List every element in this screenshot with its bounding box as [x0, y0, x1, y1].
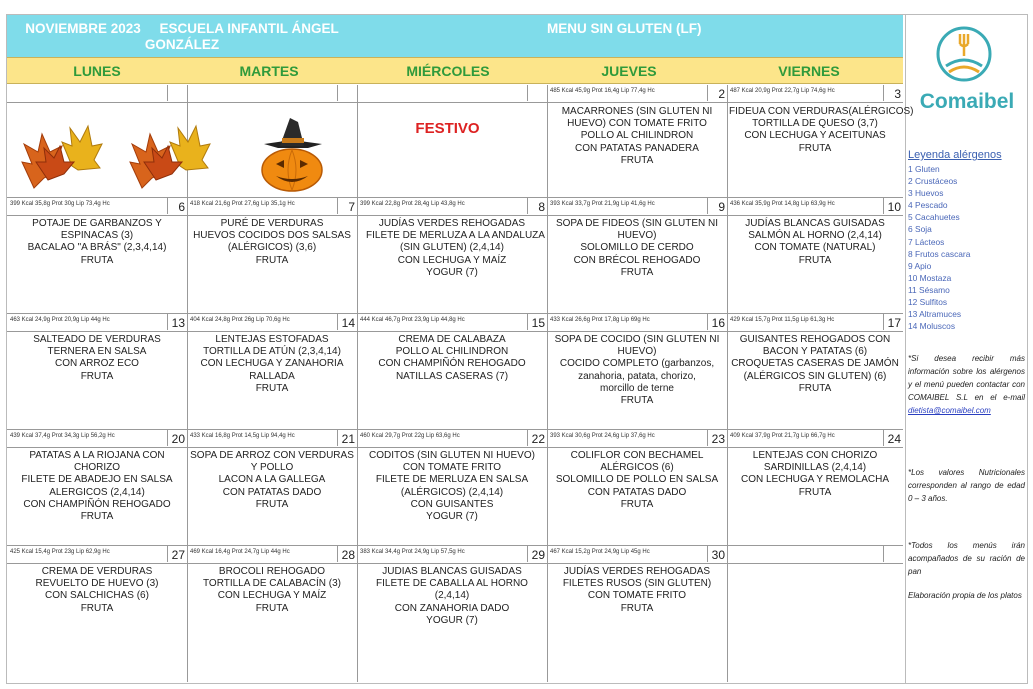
allergen-item: 6 Soja [908, 224, 932, 235]
menu-dish-line: ALÉRGICOS (6) [600, 462, 674, 474]
menu-dish-line: FILETE DE CABALLA AL HORNO [376, 578, 528, 590]
menu-dish-line: CON SALCHICHAS (6) [45, 590, 149, 602]
menu-dish-line: SOPA DE ARROZ CON VERDURAS [190, 450, 354, 461]
day-menu [11, 450, 183, 523]
day-number: 30 [707, 546, 727, 562]
menu-dish-line: Y POLLO [250, 462, 294, 474]
allergen-item: 2 Crustáceos [908, 176, 958, 187]
menu-dish-line: ALERGICOS (2,4,14) [49, 486, 145, 498]
menu-dish-line: FILETE DE ABADEJO EN SALSA [21, 474, 173, 486]
column-divider [357, 85, 358, 682]
menu-dish-line: YOGUR (7) [426, 266, 478, 278]
menu-dish-line: FRUTA [255, 254, 289, 266]
menu-dish-line: FRUTA [798, 382, 832, 394]
menu-dish-line: MACARRONES (SIN GLUTEN NI [561, 106, 713, 117]
nutrition-info: 383 Kcal 34,4g Prot 24,9g Lip 57,5g Hc [360, 549, 465, 555]
menu-dish-line: FRUTA [80, 511, 114, 523]
nutrition-info: 444 Kcal 46,7g Prot 23,9g Lip 44,8g Hc [360, 317, 465, 323]
day-menu [551, 106, 723, 167]
menu-dish-line: FILETE DE MERLUZA A LA ANDALUZA [366, 230, 545, 242]
day-label-viernes: VIERNES [778, 63, 840, 79]
nutrition-info: 467 Kcal 15,2g Prot 24,9g Lip 45g Hc [550, 549, 650, 555]
day-cell-header [357, 429, 547, 448]
allergen-item: 3 Huevos [908, 188, 944, 199]
day-number: 3 [883, 85, 903, 101]
day-number: 27 [167, 546, 187, 562]
weekday-header-row [7, 58, 903, 84]
autumn-leaves-illustration-1 [14, 118, 104, 196]
school-title: ESCUELA INFANTIL ÁNGEL GONZÁLEZ [144, 21, 339, 52]
menu-dish-line: FILETES RUSOS (SIN GLUTEN) [562, 578, 712, 590]
comaibel-logo-icon [936, 24, 992, 86]
nutrition-info: 429 Kcal 15,7g Prot 11,5g Lip 61,3g Hc [730, 317, 835, 323]
nutrition-info: 418 Kcal 21,6g Prot 27,6g Lip 35,1g Hc [190, 201, 295, 207]
day-menu [366, 334, 538, 383]
menu-dish-line: FRUTA [255, 382, 289, 394]
menu-dish-line: SALMÓN AL HORNO (2,4,14) [748, 230, 882, 242]
day-cell-header [547, 313, 727, 332]
menu-dish-line: CON CHAMPIÑÓN REHOGADO [23, 498, 171, 510]
day-menu [186, 566, 358, 615]
day-cell-header [7, 85, 187, 103]
day-menu [366, 450, 538, 523]
menu-dish-line: (ALÉRGICOS) (3,6) [227, 242, 317, 254]
nutrition-info: 439 Kcal 37,4g Prot 34,3g Lip 56,2g Hc [10, 433, 115, 439]
day-menu [551, 566, 723, 615]
menu-dish-line: TERNERA EN SALSA [47, 346, 147, 358]
menu-dish-line: FRUTA [798, 486, 832, 498]
menu-dish-line: SOPA DE COCIDO (SIN GLUTEN NI [554, 334, 720, 345]
menu-dish-line: CON TOMATE FRITO [587, 590, 687, 602]
menu-dish-line: CON TOMATE (NATURAL) [754, 242, 876, 254]
day-menu [551, 334, 723, 407]
menu-dish-line: YOGUR (7) [426, 511, 478, 523]
menu-dish-line: FRUTA [80, 602, 114, 614]
day-cell-header [7, 313, 187, 332]
menu-dish-line: FRUTA [798, 254, 832, 266]
allergen-item: 8 Frutos cascara [908, 248, 971, 259]
day-cell-header [547, 85, 727, 103]
day-cell-header [187, 313, 357, 332]
column-divider [727, 85, 728, 682]
menu-dish-line: CON LECHUGA Y REMOLACHA [740, 474, 889, 486]
day-label-martes: MARTES [239, 63, 299, 79]
day-number [527, 85, 547, 101]
allergen-legend-list [908, 163, 970, 332]
day-number: 2 [707, 85, 727, 101]
menu-dish-line: HUEVO) CON TOMATE FRITO [567, 118, 707, 130]
menu-dish-line: FRUTA [255, 498, 289, 510]
day-cell-header [7, 197, 187, 216]
month-title: NOVIEMBRE 2023 [25, 21, 141, 36]
day-number: 17 [883, 314, 903, 330]
menu-dish-line: FRUTA [80, 370, 114, 382]
day-number: 24 [883, 430, 903, 446]
nutrition-info: 399 Kcal 35,8g Prot 30g Lip 73,4g Hc [10, 201, 110, 207]
brand-name: Comaibel [919, 90, 1015, 113]
day-label-jueves: JUEVES [601, 63, 657, 79]
day-number: 9 [707, 198, 727, 214]
day-number [167, 85, 187, 101]
day-cell-header [357, 197, 547, 216]
day-number: 29 [527, 546, 547, 562]
day-menu [729, 218, 901, 267]
day-number: 13 [167, 314, 187, 330]
menu-dish-line: CON GUISANTES [410, 498, 494, 510]
autumn-leaves-illustration-2 [122, 118, 212, 196]
day-menu [729, 450, 901, 499]
day-menu [11, 566, 183, 615]
menu-dish-line: LACON A LA GALLEGA [218, 474, 326, 486]
menu-dish-line: (2,4,14) [434, 590, 470, 602]
title-bar [7, 15, 903, 58]
menu-dish-line: CON ARROZ ECO [55, 358, 139, 370]
menu-dish-line: NATILLAS CASERAS (7) [395, 370, 509, 382]
day-cell-header [727, 545, 903, 564]
day-number: 7 [337, 198, 357, 214]
day-number: 10 [883, 198, 903, 214]
day-label-miercoles: MIÉRCOLES [406, 63, 490, 79]
day-number [883, 546, 903, 562]
menu-dish-line: TORTILLA DE ATÚN (2,3,4,14) [203, 346, 341, 358]
menu-dish-line: SOPA DE FIDEOS (SIN GLUTEN NI [555, 218, 719, 229]
menu-dish-line: POTAJE DE GARBANZOS Y [32, 218, 162, 229]
day-number: 16 [707, 314, 727, 330]
menu-dish-line: COLIFLOR CON BECHAMEL [570, 450, 704, 461]
menu-dish-line: LENTEJAS CON CHORIZO [752, 450, 878, 461]
nutrition-info: 425 Kcal 15,4g Prot 23g Lip 62,9g Hc [10, 549, 110, 555]
day-cell-header [547, 545, 727, 564]
menu-dish-line: morcillo de terne [600, 382, 674, 394]
menu-dish-line: BACON Y PATATAS (6) [762, 346, 868, 358]
day-cell-header [187, 85, 357, 103]
nutrition-info: 399 Kcal 22,8g Prot 28,4g Lip 43,8g Hc [360, 201, 465, 207]
day-menu [11, 218, 183, 267]
day-cell-header [7, 429, 187, 448]
nutrition-info: 409 Kcal 37,9g Prot 21,7g Lip 66,7g Hc [730, 433, 835, 439]
menu-dish-line: SOLOMILLO DE POLLO EN SALSA [555, 474, 719, 486]
contact-note [908, 352, 1025, 417]
menu-dish-line: CREMA DE VERDURAS [41, 566, 153, 577]
allergen-legend-title: Leyenda alérgenos [908, 149, 1002, 161]
menu-dish-line: PURÉ DE VERDURAS [220, 218, 324, 229]
day-menu [186, 450, 358, 511]
day-cell-header [357, 85, 547, 103]
day-cell-header [727, 85, 903, 103]
sidebar-panel [905, 14, 1028, 684]
allergen-item: 11 Sésamo [908, 284, 950, 295]
menu-dish-line: CON PATATAS DADO [587, 486, 687, 498]
menu-dish-line: SARDINILLAS (2,4,14) [763, 462, 867, 474]
nutrition-info: 393 Kcal 30,6g Prot 24,6g Lip 37,6g Hc [550, 433, 655, 439]
day-number: 22 [527, 430, 547, 446]
menu-dish-line: JUDIAS BLANCAS GUISADAS [382, 566, 522, 577]
day-menu [551, 450, 723, 511]
menu-dish-line: TORTILLA DE QUESO (3,7) [752, 118, 878, 130]
menu-dish-line: GUISANTES REHOGADOS CON [739, 334, 891, 345]
day-number: 20 [167, 430, 187, 446]
nutrition-info: 393 Kcal 33,7g Prot 21,9g Lip 41,6g Hc [550, 201, 655, 207]
day-cell-header [187, 197, 357, 216]
day-menu [366, 218, 545, 279]
menu-dish-line: HUEVO) [617, 346, 657, 358]
day-cell-header [547, 197, 727, 216]
menu-dish-line: CREMA DE CALABAZA [398, 334, 506, 345]
day-menu [11, 334, 183, 383]
menu-dish-line: CON LECHUGA Y ACEITUNAS [744, 130, 886, 142]
menu-dish-line: RALLADA [249, 370, 295, 382]
allergen-item: 9 Apio [908, 260, 932, 271]
nutrition-info: 404 Kcal 24,8g Prot 26g Lip 70,6g Hc [190, 317, 290, 323]
contact-email-link[interactable]: dietista@comaibel.com [908, 406, 991, 415]
day-cell-header [727, 429, 903, 448]
menu-dish-line: FRUTA [620, 266, 654, 278]
day-number [337, 85, 357, 101]
day-cell-header [727, 197, 903, 216]
menu-dish-line: CROQUETAS CASERAS DE JAMÓN [731, 358, 899, 370]
menu-dish-line: CON PATATAS PANADERA [575, 142, 699, 154]
nutrition-info: 460 Kcal 29,7g Prot 22g Lip 63,6g Hc [360, 433, 460, 439]
menu-dish-line: CODITOS (SIN GLUTEN NI HUEVO) [369, 450, 535, 461]
menu-dish-line: CHORIZO [73, 462, 121, 474]
menu-dish-line: FILETE DE MERLUZA EN SALSA [375, 474, 529, 486]
day-cell-header [727, 313, 903, 332]
day-cell-header [357, 313, 547, 332]
festivo-label: FESTIVO [415, 120, 480, 137]
menu-dish-line: BROCOLI REHOGADO [218, 566, 326, 577]
menu-dish-line: SALTEADO DE VERDURAS [33, 334, 161, 345]
menu-dish-line: CON ZANAHORIA DADO [394, 602, 510, 614]
nutrition-info: 433 Kcal 16,8g Prot 14,5g Lip 94,4g Hc [190, 433, 295, 439]
allergen-item: 12 Sulfitos [908, 297, 948, 308]
contact-note-text: *Si desea recibir más información sobre los alérgenos y el menú pueden contactar con COMAIBEL S.L en el e-mail [908, 354, 1025, 402]
menu-dish-line: FIDEUA CON VERDURAS(ALÉRGICOS) [729, 106, 914, 117]
menu-dish-line: JUDÍAS VERDES REHOGADAS [563, 566, 711, 577]
day-menu [186, 218, 358, 267]
allergen-item: 10 Mostaza [908, 272, 952, 283]
allergen-item: 7 Lácteos [908, 236, 945, 247]
menu-dish-line: POLLO AL CHILINDRON [395, 346, 509, 358]
menu-dish-line: (ALÉRGICOS) (2,4,14) [400, 486, 504, 498]
elaboration-note: Elaboración propia de los platos [908, 591, 1022, 600]
nutrition-info: 433 Kcal 26,6g Prot 17,8g Lip 69g Hc [550, 317, 650, 323]
day-cell-header [547, 429, 727, 448]
menu-dish-line: POLLO AL CHILINDRON [580, 130, 694, 142]
day-cell-header [7, 545, 187, 564]
day-number: 15 [527, 314, 547, 330]
day-cell-header [187, 429, 357, 448]
menu-dish-line: CON BRÉCOL REHOGADO [573, 254, 701, 266]
menu-dish-line: HUEVOS COCIDOS DOS SALSAS [193, 230, 351, 242]
day-number: 6 [167, 198, 187, 214]
allergen-item: 13 Altramuces [908, 309, 962, 320]
menu-dish-line: PATATAS A LA RIOJANA CON [29, 450, 165, 461]
menu-dish-line: JUDÍAS VERDES REHOGADAS [378, 218, 526, 229]
menu-dish-line: COCIDO COMPLETO (garbanzos, [559, 358, 715, 370]
day-number: 23 [707, 430, 727, 446]
menu-dish-line: TORTILLA DE CALABACÍN (3) [202, 578, 341, 590]
menu-dish-line: FRUTA [80, 254, 114, 266]
menu-dish-line: (ALÉRGICOS SIN GLUTEN) (6) [743, 370, 887, 382]
menu-dish-line: (SIN GLUTEN) (2,4,14) [400, 242, 504, 254]
menu-dish-line: CON LECHUGA Y ZANAHORIA [200, 358, 344, 370]
menu-dish-line: CON LECHUGA Y MAÍZ [217, 590, 327, 602]
menu-dish-line: FRUTA [255, 602, 289, 614]
day-menu [551, 218, 723, 279]
menu-dish-line: zanahoria, patata, chorizo, [578, 370, 696, 382]
nutrition-info: 463 Kcal 24,9g Prot 20,9g Lip 44g Hc [10, 317, 110, 323]
allergen-item: 5 Cacahuetes [908, 212, 960, 223]
day-number: 14 [337, 314, 357, 330]
day-menu [186, 334, 358, 395]
day-cell-header [357, 545, 547, 564]
nutrition-info: 469 Kcal 16,4g Prot 24,7g Lip 44g Hc [190, 549, 290, 555]
day-number: 8 [527, 198, 547, 214]
nutrition-info: 485 Kcal 45,9g Prot 16,4g Lip 77,4g Hc [550, 88, 655, 94]
menu-dish-line: CON PATATAS DADO [222, 486, 322, 498]
bread-note: *Todos los menús irán acompañados de su ración de pan [908, 541, 1025, 576]
title-left [17, 21, 347, 53]
halloween-pumpkin-illustration [252, 114, 332, 194]
allergen-item: 4 Pescado [908, 200, 948, 211]
menu-dish-line: HUEVO) [617, 230, 657, 242]
day-number: 28 [337, 546, 357, 562]
menu-dish-line: REVUELTO DE HUEVO (3) [35, 578, 159, 590]
menu-dish-line: JUDÍAS BLANCAS GUISADAS [745, 218, 885, 229]
day-cell-header [187, 545, 357, 564]
menu-dish-line: CON TOMATE FRITO [402, 462, 502, 474]
nutrition-info: 436 Kcal 35,9g Prot 14,8g Lip 63,9g Hc [730, 201, 835, 207]
menu-dish-line: YOGUR (7) [426, 614, 478, 626]
menu-title: MENU SIN GLUTEN (LF) [547, 21, 702, 36]
allergen-item: 14 Moluscos [908, 321, 956, 332]
column-divider [547, 85, 548, 682]
menu-dish-line: CON CHAMPIÑÓN REHOGADO [378, 358, 526, 370]
menu-dish-line: FRUTA [798, 142, 832, 154]
menu-dish-line: ESPINACAS (3) [60, 230, 134, 242]
menu-dish-line: CON LECHUGA Y MAÍZ [397, 254, 507, 266]
nutrition-info: 487 Kcal 20,9g Prot 22,7g Lip 74,6g Hc [730, 88, 835, 94]
menu-dish-line: FRUTA [620, 498, 654, 510]
menu-dish-line: LENTEJAS ESTOFADAS [215, 334, 329, 345]
allergen-item: 1 Gluten [908, 164, 940, 174]
menu-dish-line: FRUTA [620, 154, 654, 166]
day-menu [729, 334, 901, 395]
menu-dish-line: BACALAO "A BRÁS" (2,3,4,14) [27, 242, 167, 254]
menu-dish-line: FRUTA [620, 602, 654, 614]
nutrition-note: *Los valores Nutricionales corresponden al rango de edad 0 – 3 años. [908, 468, 1025, 503]
menu-dish-line: FRUTA [620, 395, 654, 407]
day-number: 21 [337, 430, 357, 446]
day-label-lunes: LUNES [73, 63, 121, 79]
menu-dish-line: SOLOMILLO DE CERDO [580, 242, 694, 254]
day-menu [729, 106, 914, 155]
day-menu [366, 566, 538, 627]
